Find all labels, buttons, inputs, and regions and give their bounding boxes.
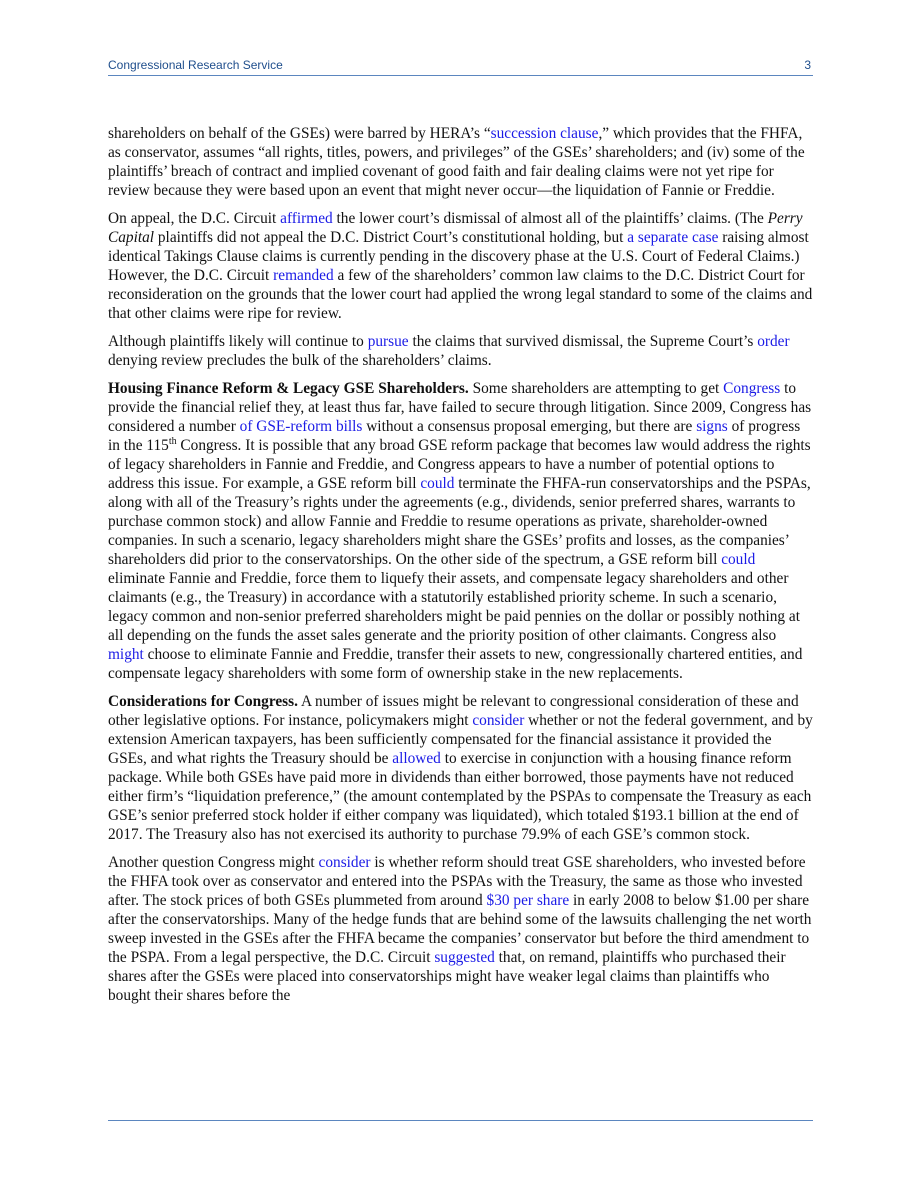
paragraph-2: [108, 209, 814, 323]
link-consider[interactable]: consider: [472, 712, 525, 729]
link-signs[interactable]: signs: [696, 418, 728, 435]
link-pursue[interactable]: pursue: [367, 333, 409, 350]
text-run: Congress. It is possible that any broad GSE reform package that becomes law would address the rights of legacy shareholders in Fannie and Freddie, and Congress appears to have a number of potential options to address this issue. For example, a GSE reform bill: [108, 437, 811, 492]
text-run: terminate the FHFA-run conservatorships and the PSPAs, along with all of the Treasury’s rights under the agreements (e.g., dividends, senior preferred shares, warrants to purchase common stock) and allow Fannie and Freddie to resume operations as private, shareholder-owned companies. In such a scenario, legacy shareholders might share the GSEs’ profits and losses, as the companies’ shareholders did prior to the conservatorships. On the other side of the spectrum, a GSE reform bill: [108, 475, 811, 568]
text-run: in early 2008 to below $1.00 per share after the conservatorships. Many of the hedge funds that are behind some of the lawsuits challenging the net worth sweep invested in the GSEs after the FHFA became the companies’ conservator but before the third amendment to the PSPA. From a legal perspective, the D.C. Circuit: [108, 892, 812, 966]
document-body: [108, 124, 814, 1014]
link-allowed[interactable]: allowed: [392, 750, 441, 767]
footer-rule: [108, 1120, 813, 1121]
text-run: choose to eliminate Fannie and Freddie, transfer their assets to new, congressionally chartered entities, and compensate legacy shareholders with some form of ownership stake in the new replacements.: [108, 646, 803, 682]
text-run: Another question Congress might: [108, 854, 319, 871]
ordinal-superscript: th: [168, 435, 177, 447]
paragraph-1: [108, 124, 814, 200]
link-succession-clause[interactable]: succession clause: [490, 125, 599, 142]
paragraph-4: [108, 379, 814, 683]
link-30-per-share[interactable]: $30 per share: [486, 892, 570, 909]
text-run: to exercise in conjunction with a housing finance reform package. While both GSEs have paid more in dividends than either borrowed, those payments have not reduced either firm’s “liquidation preference,” (the amount contemplated by the PSPAs to compensate the Treasury as each GSE’s senior preferred stock holder if either company was liquidated), which totaled $193.1 billion at the end of 2017. The Treasury also has not exercised its authority to purchase 79.9% of each GSE’s common stock.: [108, 750, 812, 843]
text-run: denying review precludes the bulk of the shareholders’ claims.: [108, 352, 492, 369]
text-run: Although plaintiffs likely will continue to: [108, 333, 368, 350]
text-run: ,” which provides that the FHFA, as conservator, assumes “all rights, titles, powers, and privileges” of the GSEs’ shareholders; and (iv) some of the plaintiffs’ breach of contract and implied covenant of good faith and fair dealing claims were not yet ripe for review because they were based upon an event that might never occur—the liquidation of Fannie or Freddie.: [108, 125, 805, 199]
link-remanded[interactable]: remanded: [273, 267, 334, 284]
text-run: A number of issues might be relevant to congressional consideration of these and other legislative options. For instance, policymakers might: [108, 693, 799, 729]
text-run: of progress in the 115: [108, 418, 801, 454]
text-run: to provide the financial relief they, at least thus far, have failed to secure through litigation. Since 2009, Congress has considered a number: [108, 380, 812, 435]
paragraph-5: [108, 692, 814, 844]
link-affirmed[interactable]: affirmed: [280, 210, 333, 227]
text-run: the lower court’s dismissal of almost all of the plaintiffs’ claims. (The: [332, 210, 768, 227]
link-separate-case[interactable]: a separate case: [627, 229, 719, 246]
case-name: Perry Capital: [108, 210, 803, 246]
link-suggested[interactable]: suggested: [434, 949, 495, 966]
text-run: On appeal, the D.C. Circuit: [108, 210, 281, 227]
paragraph-3: [108, 332, 814, 370]
page-header: [108, 57, 813, 76]
link-could-eliminate[interactable]: could: [721, 551, 756, 568]
paragraph-6: [108, 853, 814, 1005]
text-run: whether or not the federal government, and by extension American taxpayers, has been sufficiently compensated for the financial assistance it provided the GSEs, and what rights the Treasury should be: [108, 712, 813, 767]
page-number: 3: [804, 58, 811, 72]
text-run: shareholders on behalf of the GSEs) were barred by HERA’s “: [108, 125, 491, 142]
text-run: raising almost identical Takings Clause claims is currently pending in the discovery phase at the U.S. Court of Federal Claims.) However, the D.C. Circuit: [108, 229, 809, 284]
link-congress[interactable]: Congress: [723, 380, 781, 397]
link-gse-reform-bills[interactable]: of GSE-reform bills: [239, 418, 363, 435]
section-heading-housing-finance-reform: Housing Finance Reform & Legacy GSE Shareholders.: [108, 380, 469, 397]
text-run: eliminate Fannie and Freddie, force them to liquefy their assets, and compensate legacy shareholders and other claimants (e.g., the Treasury) in accordance with a statutorily established priority scheme. In such a scenario, legacy common and non-senior preferred shareholders might be paid pennies on the dollar or possibly nothing at all depending on the funds the asset sales generate and the priority position of other claimants. Congress also: [108, 570, 800, 644]
link-order[interactable]: order: [757, 333, 790, 350]
text-run: plaintiffs did not appeal the D.C. District Court’s constitutional holding, but: [154, 229, 628, 246]
link-might[interactable]: might: [108, 646, 144, 663]
text-run: is whether reform should treat GSE shareholders, who invested before the FHFA took over as conservator and entered into the PSPAs with the Treasury, the same as those who invested after. The stock prices of both GSEs plummeted from around: [108, 854, 806, 909]
header-source: Congressional Research Service: [108, 58, 283, 72]
text-run: Some shareholders are attempting to get: [468, 380, 724, 397]
text-run: the claims that survived dismissal, the Supreme Court’s: [408, 333, 758, 350]
link-could-terminate[interactable]: could: [420, 475, 455, 492]
link-consider-2[interactable]: consider: [318, 854, 371, 871]
text-run: that, on remand, plaintiffs who purchased their shares after the GSEs were placed into conservatorships might have weaker legal claims than plaintiffs who bought their shares before the: [108, 949, 786, 1004]
section-heading-considerations: Considerations for Congress.: [108, 693, 298, 710]
text-run: without a consensus proposal emerging, but there are: [362, 418, 697, 435]
text-run: a few of the shareholders’ common law claims to the D.C. District Court for reconsideration on the grounds that the lower court had applied the wrong legal standard to some of the claims and that other claims were ripe for review.: [108, 267, 813, 322]
